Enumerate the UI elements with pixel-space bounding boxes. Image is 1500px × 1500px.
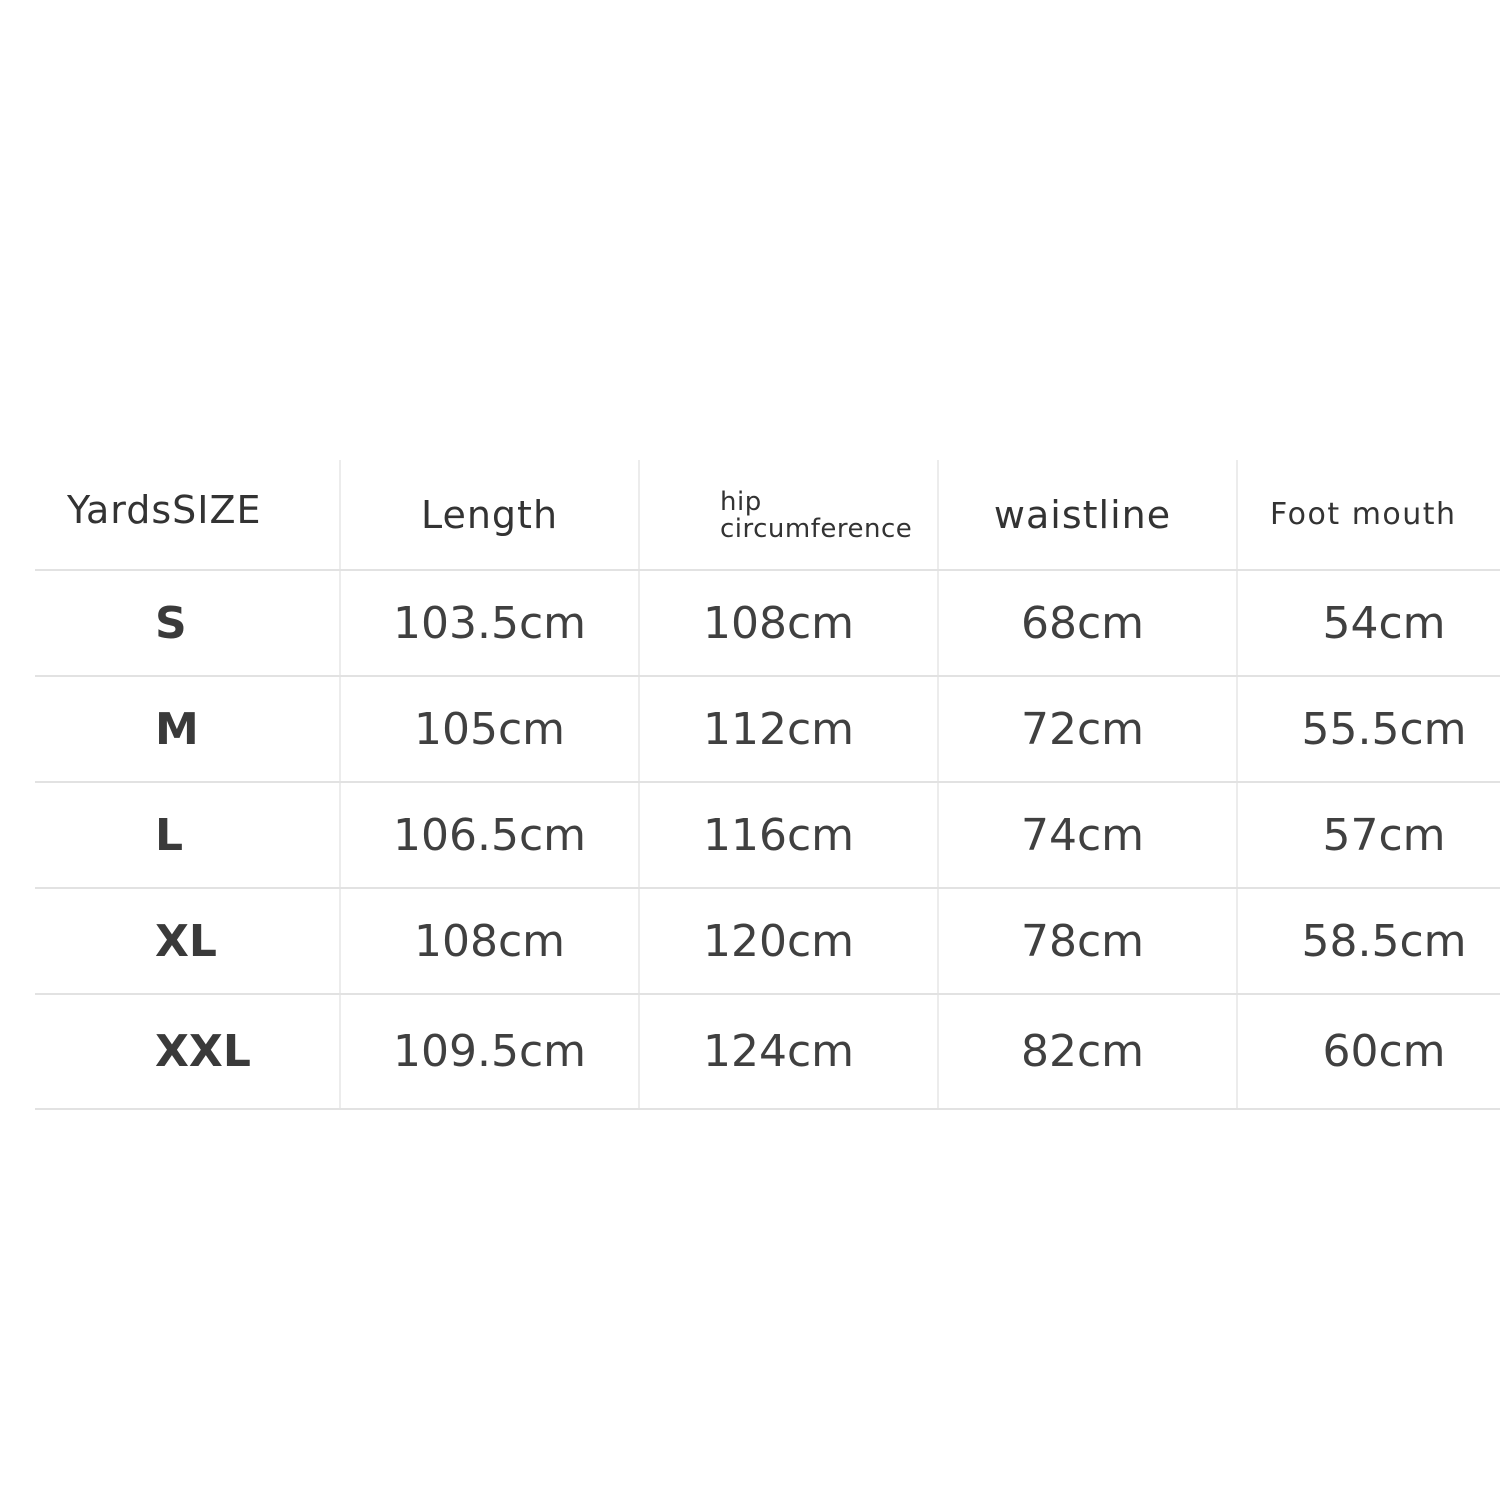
cell-waist: 68cm bbox=[938, 570, 1237, 676]
table-row bbox=[35, 676, 1500, 782]
header-waistline: waistline bbox=[938, 460, 1237, 570]
cell-size: M bbox=[35, 676, 340, 782]
cell-length: 109.5cm bbox=[340, 994, 639, 1109]
cell-waist: 72cm bbox=[938, 676, 1237, 782]
cell-size: XL bbox=[35, 888, 340, 994]
cell-foot: 60cm bbox=[1237, 994, 1500, 1109]
table-row bbox=[35, 994, 1500, 1109]
header-hip-circumference bbox=[639, 460, 938, 570]
cell-hip: 116cm bbox=[639, 782, 938, 888]
cell-size: XXL bbox=[35, 994, 340, 1109]
size-chart-table bbox=[35, 460, 1500, 1110]
cell-hip: 108cm bbox=[639, 570, 938, 676]
cell-foot: 54cm bbox=[1237, 570, 1500, 676]
header-length: Length bbox=[340, 460, 639, 570]
cell-waist: 74cm bbox=[938, 782, 1237, 888]
header-hip-line1: hip bbox=[720, 486, 762, 517]
size-chart-header bbox=[35, 460, 1500, 570]
cell-length: 108cm bbox=[340, 888, 639, 994]
cell-length: 106.5cm bbox=[340, 782, 639, 888]
cell-size: S bbox=[35, 570, 340, 676]
cell-waist: 82cm bbox=[938, 994, 1237, 1109]
cell-foot: 57cm bbox=[1237, 782, 1500, 888]
header-row bbox=[35, 460, 1500, 570]
cell-length: 103.5cm bbox=[340, 570, 639, 676]
table-row bbox=[35, 782, 1500, 888]
cell-hip: 120cm bbox=[639, 888, 938, 994]
cell-size: L bbox=[35, 782, 340, 888]
size-chart-body bbox=[35, 570, 1500, 1109]
header-foot-mouth: Foot mouth bbox=[1237, 460, 1500, 570]
header-size: YardsSIZE bbox=[35, 460, 340, 570]
cell-hip: 112cm bbox=[639, 676, 938, 782]
cell-length: 105cm bbox=[340, 676, 639, 782]
table-row bbox=[35, 888, 1500, 994]
cell-hip: 124cm bbox=[639, 994, 938, 1109]
table-row bbox=[35, 570, 1500, 676]
cell-foot: 55.5cm bbox=[1237, 676, 1500, 782]
cell-foot: 58.5cm bbox=[1237, 888, 1500, 994]
header-hip-line2: circumference bbox=[720, 513, 913, 544]
cell-waist: 78cm bbox=[938, 888, 1237, 994]
